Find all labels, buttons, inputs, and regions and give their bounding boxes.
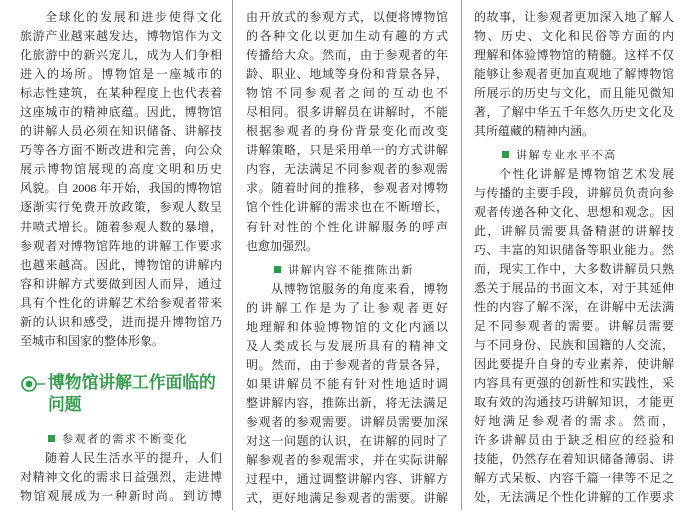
text-line: 所展示的历史与文化，而且能见微知 — [474, 85, 674, 100]
text-line: 解方式呆板、内容千篇一律等不足之 — [474, 471, 674, 485]
text-line: 龄、职业、地域等身份和背景各异， — [246, 66, 448, 81]
section-heading-line: 问题 — [48, 395, 82, 414]
text-line: 内容，无法满足不同参观者的参观需 — [246, 162, 448, 177]
column-divider — [232, 0, 233, 510]
text-line: 对这一问题的认识，在讲解的同时了 — [246, 434, 448, 448]
column-divider — [461, 0, 462, 510]
text-line: 巧、丰富的知识储备等职业能力。然 — [474, 243, 674, 257]
text-line: 过程中，通过调整讲解内容、讲解方 — [246, 472, 448, 486]
text-line: 展示博物馆展现的高度文明和历史 — [20, 162, 222, 177]
subsection-block — [246, 260, 448, 508]
text-line: 技能，仍然存在着知识储备薄弱、讲 — [474, 452, 674, 466]
section-heading-line: 博物馆讲解工作面临的 — [48, 373, 216, 392]
text-line: 许多讲解员由于缺乏相应的经验和 — [474, 433, 674, 447]
text-line: 的讲解人员必须在知识储备、讲解技 — [20, 124, 222, 139]
text-line: 内容具有更强的创新性和实践性，采 — [474, 376, 674, 390]
text-line: 也愈加强烈。 — [246, 238, 319, 253]
subsection-title: 参观者的需求不断变化 — [62, 432, 188, 446]
text-line: 处，无法满足个性化讲解的工作要求 — [474, 490, 674, 504]
bullseye-icon — [20, 375, 46, 393]
subsection-block — [20, 429, 222, 506]
text-line: 观者传递各种文化、思想和观念。因 — [474, 205, 674, 219]
text-line: 也越来越高。因此，博物馆的讲解内 — [20, 257, 222, 272]
text-line: 讲解策略，只是采用单一的方式讲解 — [246, 143, 448, 158]
text-line: 馆个性化讲解的需求也在不断增长， — [246, 200, 448, 215]
paragraph-block — [246, 8, 448, 256]
paragraph-block — [20, 8, 222, 352]
text-line: 著，了解中华五千年悠久历史文化及 — [474, 104, 674, 119]
column-1 — [20, 0, 222, 512]
text-line: 对精神文化的需求日益强烈，走进博 — [20, 470, 222, 484]
text-line: 有针对性的个性化讲解服务的呼声 — [246, 219, 448, 234]
column-2 — [246, 0, 448, 512]
text-line: 进入的场所。博物馆是一座城市的 — [20, 66, 222, 81]
text-line: 物馆观展成为一种新时尚。到访博 — [20, 489, 222, 503]
text-line: 求。随着时间的推移，参观者对博物 — [246, 181, 448, 196]
text-line: 明。然而，由于参观者的背景各异， — [246, 358, 448, 372]
subsection-heading — [474, 145, 674, 165]
text-line: 个性化讲解是博物馆艺术发展 — [499, 167, 674, 181]
text-line: 如果讲解员不能有针对性地适时调 — [246, 377, 448, 391]
text-line: 新的认识和感受，进而提升博物馆乃 — [20, 315, 222, 329]
section-heading — [20, 372, 222, 416]
text-line: 与不同身份、民族和国籍的人交流， — [474, 338, 674, 352]
text-line: 化旅游中的新兴宠儿，成为人们争相 — [20, 47, 222, 62]
text-line: 参观者对博物馆阵地的讲解工作要求 — [20, 238, 222, 253]
text-line: 从博物馆服务的角度来看，博物 — [271, 282, 448, 296]
subsection-heading — [20, 429, 222, 449]
text-line: 标志性建筑，在某种程度上也代表着 — [20, 85, 222, 100]
text-line: 这座城市的精神底蕴。因此，博物馆 — [20, 104, 222, 119]
text-line: 此，讲解员需要具备精湛的讲解技 — [474, 224, 674, 238]
square-bullet-icon — [502, 151, 509, 158]
text-line: 的讲解工作是为了让参观者更好 — [246, 301, 448, 315]
text-line: 好地满足参观者的需求。然而， — [474, 414, 674, 428]
text-line: 整讲解内容，推陈出新，将无法满足 — [246, 396, 448, 410]
text-line: 取有效的沟通技巧讲解知识，才能更 — [474, 395, 674, 409]
text-line: 全球化的发展和进步使得文化 — [45, 9, 222, 24]
text-line: 式，更好地满足参观者的需要。讲解 — [246, 491, 448, 505]
text-line: 参观者的参观需要。讲解员需要加深 — [246, 415, 448, 429]
subsection-title: 讲解专业水平不高 — [516, 148, 617, 162]
text-line: 因此要提升自身的专业素养，使讲解 — [474, 357, 674, 371]
subsection-heading — [246, 260, 448, 280]
text-line: 与传播的主要手段，讲解员负责向参 — [474, 186, 674, 200]
text-line: 物、历史、文化和民俗等方面的内 — [474, 28, 674, 43]
text-line: 井喷式增长。随着参观人数的暴增， — [20, 219, 222, 234]
text-line: 传播给大众。然而，由于参观者的年 — [246, 47, 448, 62]
column-3 — [474, 0, 674, 512]
square-bullet-icon — [48, 435, 55, 442]
text-line: 及人类成长与发展所具有的精神文 — [246, 339, 448, 353]
text-line: 足不同参观者的需要。讲解员需要 — [474, 319, 674, 333]
text-line: 理解和体验博物馆的精髓。这样不仅 — [474, 47, 674, 62]
text-line: 旅游产业越来越发达，博物馆作为文 — [20, 28, 222, 43]
text-line: 而，现实工作中，大多数讲解员只熟 — [474, 262, 674, 276]
text-line: 容和讲解方式要做到因人而异，通过 — [20, 276, 222, 291]
text-line: 由开放式的参观方式，以便将博物馆 — [246, 9, 448, 24]
square-bullet-icon — [274, 266, 281, 273]
text-line: 物馆不同参观者之间的互动也不 — [246, 85, 448, 100]
text-line: 至城市和国家的整体形象。 — [20, 334, 165, 349]
text-line: 地理解和体验博物馆的文化内涵以 — [246, 320, 448, 334]
text-line: 根据参观者的身份背景变化而改变 — [246, 124, 448, 139]
text-line: 具有个性化的讲解艺术给参观者带来 — [20, 295, 222, 310]
text-line: 逐渐实行免费开放政策，参观人数呈 — [20, 200, 222, 215]
text-line: 尽相同。很多讲解员在讲解时，不能 — [246, 104, 448, 119]
text-line: 风貌。自 2008 年开始，我国的博物馆 — [20, 181, 222, 196]
text-line: 巧等各方面不断改进和完善，向公众 — [20, 143, 222, 158]
text-line: 的故事，让参观者更加深入地了解人 — [474, 9, 674, 24]
text-line: 悉关于展品的书面文本，对于其延伸 — [474, 281, 674, 295]
paragraph-block — [474, 8, 674, 142]
text-line: 其所蕴藏的精神内涵。 — [474, 124, 595, 139]
text-line: 能够让参观者更加直观地了解博物馆 — [474, 66, 674, 81]
text-line: 随着人民生活水平的提升，人们 — [45, 451, 222, 465]
text-line: 解参观者的参观需求，并在实际讲解 — [246, 453, 448, 467]
subsection-block — [474, 145, 674, 507]
text-line: 性的内容了解不深，在讲解中无法满 — [474, 300, 674, 314]
text-line: 的各种文化以更加生动有趣的方式 — [246, 28, 448, 43]
subsection-title: 讲解内容不能推陈出新 — [288, 263, 414, 277]
